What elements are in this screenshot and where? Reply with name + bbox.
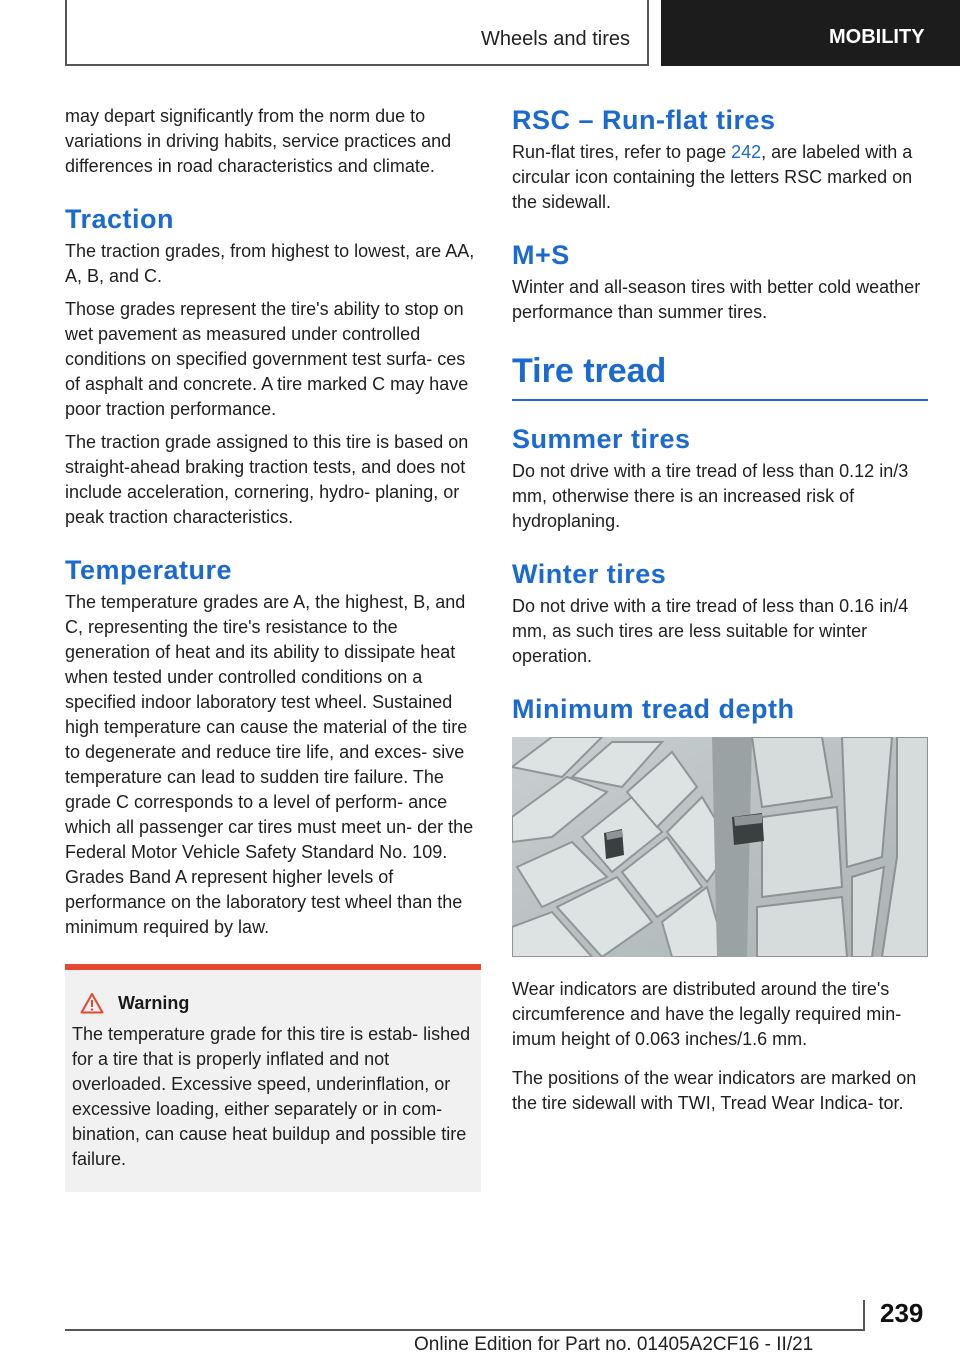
- footer-rule-vertical: [863, 1300, 865, 1331]
- warning-box: [65, 964, 481, 1192]
- footer-rule: [65, 1329, 863, 1331]
- right-column: [512, 104, 928, 1124]
- tread-wear-indicator-illustration: [512, 737, 928, 957]
- warning-header: [72, 992, 473, 1014]
- warning-triangle-icon: [80, 992, 104, 1014]
- intro-paragraph: may depart significantly from the norm due to variations in driving habits, service practices and differences in road characteristics and climate.: [65, 106, 452, 176]
- left-column: [65, 104, 481, 1192]
- summer-paragraph: Do not drive with a tire tread of less than 0.12 in/3 mm, otherwise there is an increased risk of hydroplaning.: [512, 461, 909, 531]
- heading-tire-tread: Tire tread: [512, 349, 928, 401]
- temperature-paragraph: The temperature grades are A, the highest, B, and C, representing the tire's resistance to the generation of heat and its ability to dissipate heat when tested under controlled conditions on a specified indoor laboratory test wheel. Sustained high temperature can cause the material of the tire to degenerate and reduce tire life, and exces‐ sive temperature can lead to sudden tire failure. The grade C corresponds to a level of perform‐ ance which all passenger car tires must meet un‐ der the Federal Motor Vehicle Safety Standard No. 109. Grades Band A represent higher levels of performance on the laboratory test wheel than the minimum required by law.: [65, 592, 474, 937]
- rsc-text-end: , are labeled with a circular icon containing the letters RSC marked on the sidewall.: [512, 142, 913, 212]
- header-chapter-tab: [661, 0, 960, 66]
- header-chapter-label: MOBILITY: [829, 25, 925, 48]
- heading-traction: Traction: [65, 204, 175, 234]
- heading-temperature: Temperature: [65, 555, 233, 585]
- heading-rsc: RSC – Run-flat tires: [512, 105, 776, 135]
- rsc-paragraph: [512, 140, 928, 215]
- winter-paragraph: Do not drive with a tire tread of less than 0.16 in/4 mm, as such tires are less suitable for winter operation.: [512, 596, 909, 666]
- warning-title: Warning: [118, 992, 190, 1013]
- wear-indicator-paragraph-2: The positions of the wear indicators are marked on the tire sidewall with TWI, Tread Wear Indica‐ tor.: [512, 1068, 917, 1113]
- wear-indicator-paragraph-1: Wear indicators are distributed around the tire's circumference and have the legally required min‐ imum height of 0.063 inches/1.6 mm.: [512, 979, 902, 1049]
- heading-ms: M+S: [512, 240, 570, 270]
- ms-paragraph: Winter and all-season tires with better cold weather performance than summer tires.: [512, 277, 921, 322]
- footer-edition: Online Edition for Part no. 01405A2CF16 - II/21: [414, 1334, 814, 1355]
- heading-min-tread-depth: Minimum tread depth: [512, 694, 795, 724]
- header-section-title: Wheels and tires: [481, 28, 630, 50]
- warning-text: The temperature grade for this tire is estab‐ lished for a tire that is properly inflated and not overloaded. Excessive speed, underinflation, or excessive loading, either separately or in com‐ bination, can cause heat buildup and possible tire failure.: [72, 1024, 471, 1169]
- rsc-text-start: Run-flat tires, refer to page: [512, 142, 732, 162]
- heading-winter-tires: Winter tires: [512, 559, 667, 589]
- page-number: 239: [880, 1298, 924, 1328]
- traction-paragraph-2: Those grades represent the tire's ability to stop on wet pavement as measured under controlled conditions on specified government test surfa‐ ces of asphalt and concrete. A tire marked C may have poor traction performance.: [65, 299, 469, 419]
- traction-paragraph-1: The traction grades, from highest to lowest, are AA, A, B, and C.: [65, 241, 475, 286]
- page-link-242[interactable]: 242: [731, 142, 762, 162]
- traction-paragraph-3: The traction grade assigned to this tire is based on straight-ahead braking traction tests, and does not include acceleration, cornering, hydro‐ planing, or peak traction characteristics.: [65, 432, 469, 527]
- heading-summer-tires: Summer tires: [512, 424, 691, 454]
